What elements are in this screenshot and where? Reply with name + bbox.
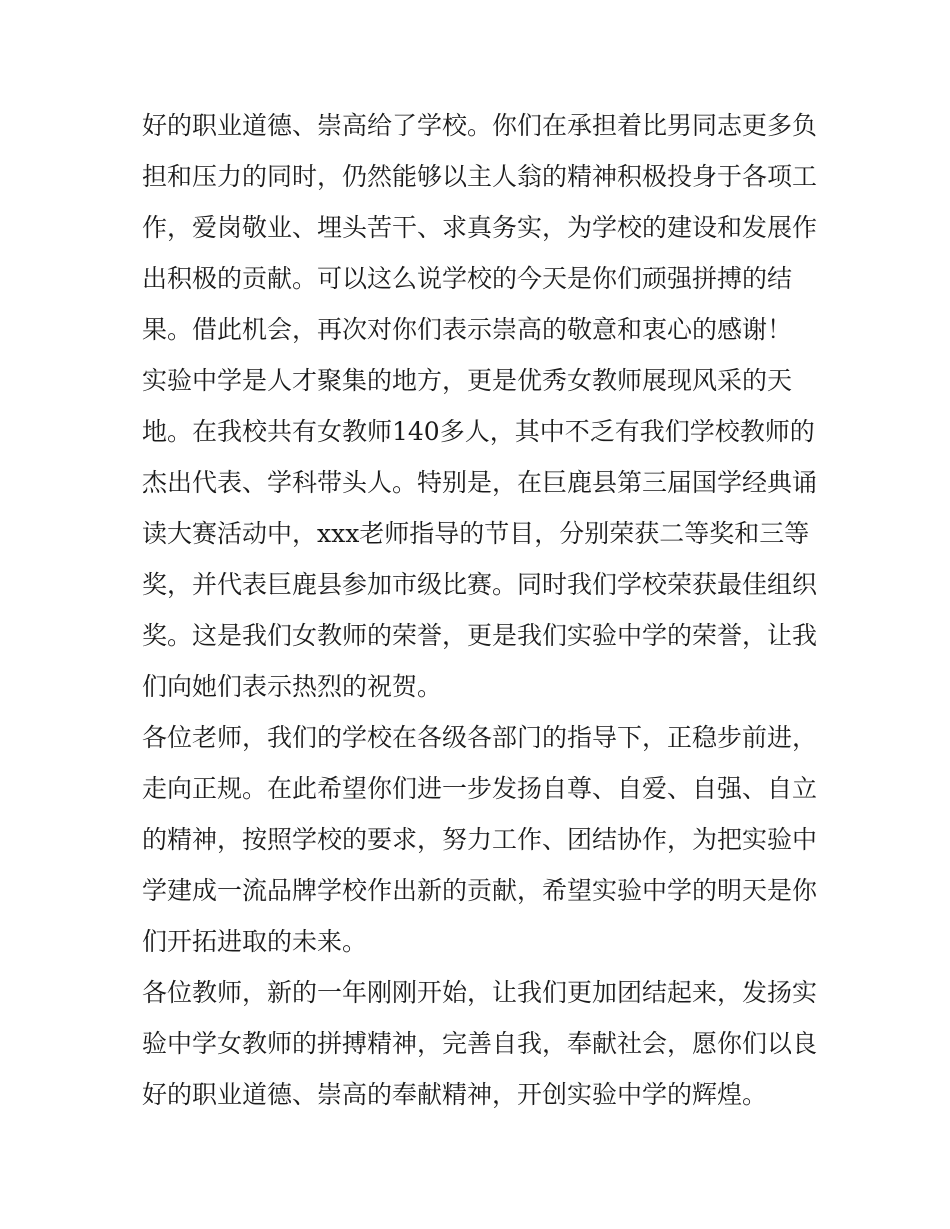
text-line: 奖，并代表巨鹿县参加市级比赛。同时我们学校荣获最佳组织 — [142, 570, 818, 599]
text-line: 各位教师，新的一年刚刚开始，让我们更加团结起来，发扬实 — [142, 978, 818, 1007]
text-line: 验中学女教师的拼搏精神，完善自我，奉献社会，愿你们以良 — [142, 1029, 818, 1058]
text-line: 学建成一流品牌学校作出新的贡献，希望实验中学的明天是你 — [142, 876, 818, 905]
text-line: 们开拓进取的未来。 — [142, 927, 368, 956]
text-line: 好的职业道德、崇高给了学校。你们在承担着比男同志更多负 — [142, 111, 818, 140]
text-line: 走向正规。在此希望你们进一步发扬自尊、自爱、自强、自立 — [142, 774, 818, 803]
paragraph — [142, 712, 832, 967]
paragraph — [142, 355, 832, 712]
paragraph — [142, 967, 832, 1120]
text-line: 果。借此机会，再次对你们表示崇高的敬意和衷心的感谢！ — [142, 315, 793, 344]
text-line: 作，爱岗敬业、埋头苦干、求真务实，为学校的建设和发展作 — [142, 213, 818, 242]
paragraph — [142, 100, 832, 355]
text-line: 担和压力的同时，仍然能够以主人翁的精神积极投身于各项工 — [142, 162, 818, 191]
text-line: 杰出代表、学科带头人。特别是，在巨鹿县第三届国学经典诵 — [142, 468, 818, 497]
text-line: 的精神，按照学校的要求，努力工作、团结协作，为把实验中 — [142, 825, 818, 854]
text-line: 读大赛活动中，xxx老师指导的节目，分别荣获二等奖和三等 — [142, 519, 810, 548]
text-line: 地。在我校共有女教师140多人，其中不乏有我们学校教师的 — [142, 417, 815, 446]
text-line: 出积极的贡献。可以这么说学校的今天是你们顽强拼搏的结 — [142, 264, 793, 293]
text-line: 实验中学是人才聚集的地方，更是优秀女教师展现风采的天 — [142, 366, 793, 395]
text-line: 奖。这是我们女教师的荣誉，更是我们实验中学的荣誉，让我 — [142, 621, 818, 650]
text-line: 们向她们表示热烈的祝贺。 — [142, 672, 443, 701]
document-body — [142, 100, 832, 1120]
text-line: 好的职业道德、崇高的奉献精神，开创实验中学的辉煌。 — [142, 1080, 768, 1109]
text-line: 各位老师，我们的学校在各级各部门的指导下，正稳步前进， — [142, 723, 818, 752]
